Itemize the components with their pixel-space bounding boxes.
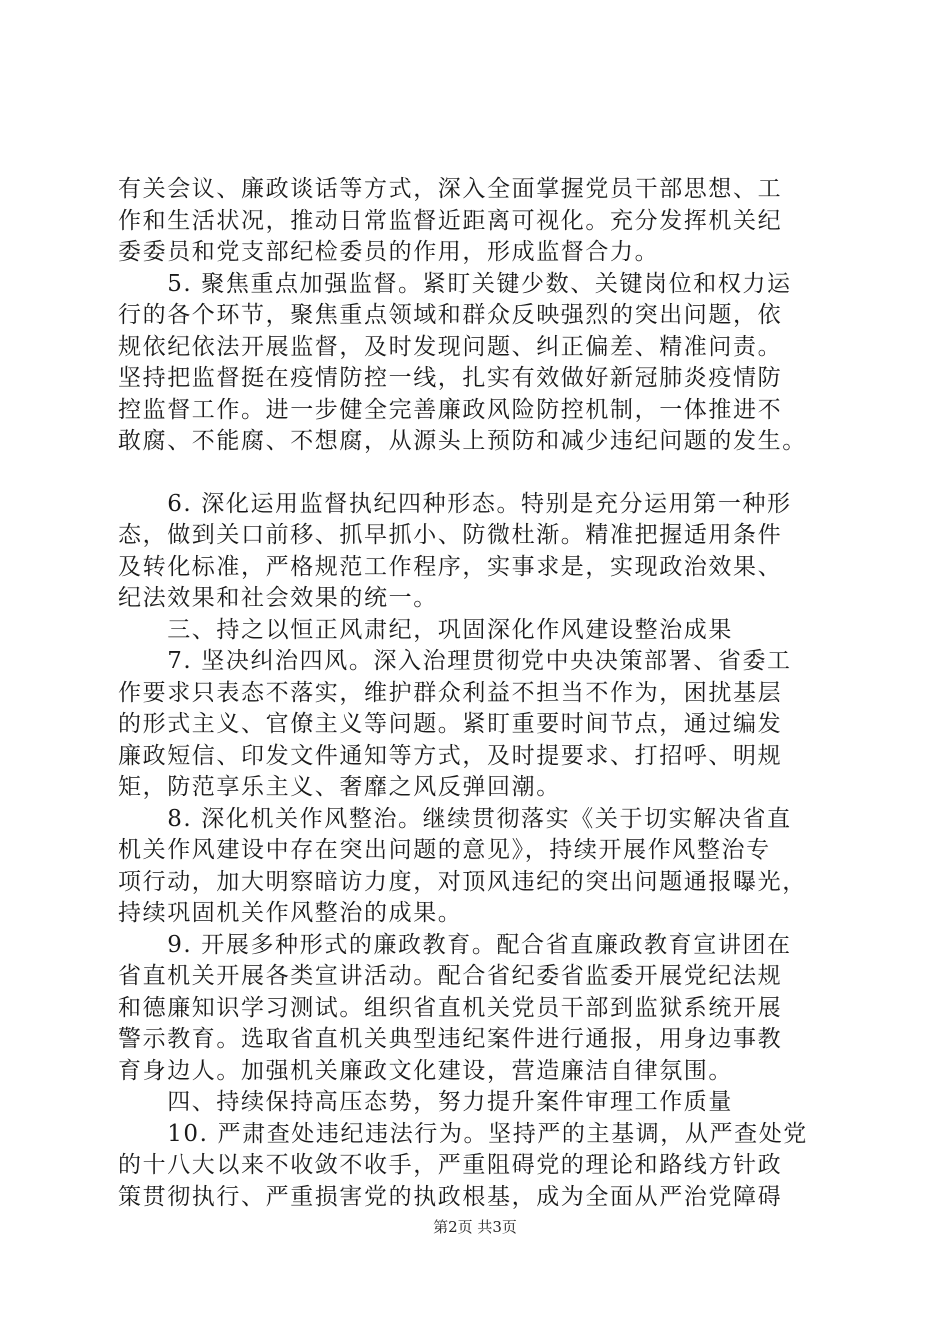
text-line: 7. 坚决纠治四风。深入治理贯彻党中央决策部署、省委工 — [118, 648, 792, 674]
text-line: 6. 深化运用监督执纪四种形态。特别是充分运用第一种形 — [118, 490, 792, 517]
text-line: 及转化标准，严格规范工作程序，实事求是，实现政治效果、 — [118, 553, 783, 580]
text-line: 10. 严肃查处违纪违法行为。坚持严的主基调，从严查处党 — [118, 1120, 808, 1147]
text-line: 作要求只表态不落实，维护群众利益不担当不作为，困扰基层 — [118, 679, 783, 706]
text-line: 持续巩固机关作风整治的成果。 — [118, 900, 463, 926]
text-line: 作和生活状况，推动日常监督近距离可视化。充分发挥机关纪 — [118, 207, 783, 234]
text-line: 机关作风建设中存在突出问题的意见》，持续开展作风整治专 — [118, 837, 771, 863]
text-line: 纪法效果和社会效果的统一。 — [118, 585, 438, 611]
text-line: 行的各个环节，聚焦重点领域和群众反映强烈的突出问题，依 — [118, 302, 783, 328]
text-line: 育身边人。加强机关廉政文化建设，营造廉洁自律氛围。 — [118, 1057, 733, 1084]
text-line: 策贯彻执行、严重损害党的执政根基，成为全面从严治党障碍 — [118, 1183, 783, 1210]
text-line: 8. 深化机关作风整治。继续贯彻落实《关于切实解决省直 — [118, 805, 792, 832]
text-line: 坚持把监督挺在疫情防控一线，扎实有效做好新冠肺炎疫情防 — [118, 365, 783, 391]
section-heading: 四、持续保持高压态势，努力提升案件审理工作质量 — [118, 1089, 733, 1115]
text-line: 敢腐、不能腐、不想腐，从源头上预防和减少违纪问题的发生。 — [118, 428, 807, 454]
text-line: 的形式主义、官僚主义等问题。紧盯重要时间节点，通过编发 — [118, 711, 783, 737]
text-block-1 — [118, 174, 838, 458]
text-line: 有关会议、廉政谈话等方式，深入全面掌握党员干部思想、工 — [118, 176, 783, 202]
text-line: 规依纪依法开展监督，及时发现问题、纠正偏差、精准问责。 — [118, 333, 783, 360]
text-line: 委委员和党支部纪检委员的作用，形成监督合力。 — [118, 239, 660, 265]
section-heading: 三、持之以恒正风肃纪，巩固深化作风建设整治成果 — [118, 616, 733, 643]
text-line: 省直机关开展各类宣讲活动。配合省纪委省监委开展党纪法规 — [118, 963, 783, 989]
page-footer: 第2页 共3页 — [433, 1218, 517, 1236]
document-body — [118, 174, 838, 1213]
paragraph-gap — [118, 458, 838, 489]
text-line: 5. 聚焦重点加强监督。紧盯关键少数、关键岗位和权力运 — [118, 270, 792, 297]
text-block-2 — [118, 489, 838, 1214]
text-line: 警示教育。选取省直机关典型违纪案件进行通报，用身边事教 — [118, 1026, 783, 1052]
text-line: 和德廉知识学习测试。组织省直机关党员干部到监狱系统开展 — [118, 994, 783, 1021]
text-line: 的十八大以来不收敛不收手，严重阻碍党的理论和路线方针政 — [118, 1152, 783, 1178]
text-line: 廉政短信、印发文件通知等方式，及时提要求、打招呼、明规 — [118, 742, 783, 769]
text-line: 矩，防范享乐主义、奢靡之风反弹回潮。 — [118, 774, 561, 800]
text-line: 控监督工作。进一步健全完善廉政风险防控机制，一体推进不 — [118, 396, 783, 423]
text-line: 项行动，加大明察暗访力度，对顶风违纪的突出问题通报曝光， — [118, 868, 807, 895]
text-line: 9. 开展多种形式的廉政教育。配合省直廉政教育宣讲团在 — [118, 931, 792, 958]
text-line: 态，做到关口前移、抓早抓小、防微杜渐。精准把握适用条件 — [118, 522, 783, 548]
